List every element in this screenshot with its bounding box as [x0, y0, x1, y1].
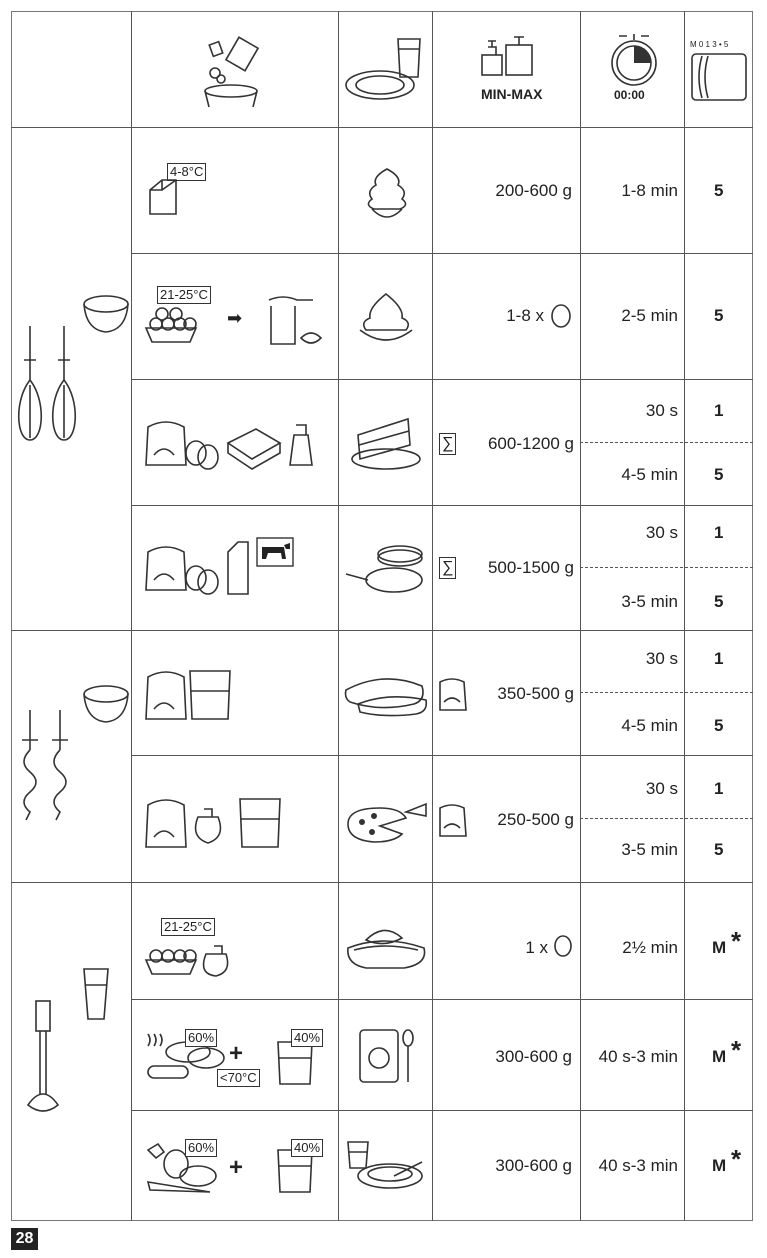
- amount-value: 600-1200 g: [487, 434, 574, 453]
- time-value-step-1: 30 s: [645, 401, 678, 420]
- speed-value: 5: [714, 306, 724, 325]
- amount-value: 500-1500 g: [487, 558, 574, 577]
- flour-bag-small-icon: [438, 802, 468, 838]
- speed-value: M: [712, 938, 727, 957]
- temperature-box: 4-8°C: [167, 163, 206, 181]
- pizza-icon: [344, 800, 430, 844]
- temperature-box: 21-25°C: [161, 918, 215, 936]
- grid-line: [580, 11, 581, 1221]
- egg-icon: [553, 934, 573, 958]
- weight-label: MIN-MAX: [481, 86, 543, 102]
- flour-water-icon: [144, 665, 236, 725]
- beaten-egg-whites-icon: [356, 290, 416, 346]
- grid-line: [131, 253, 753, 254]
- temperature-box: <70°C: [217, 1069, 260, 1087]
- dough-hooks-icon: [16, 680, 126, 830]
- amount-value: 1-8 x: [506, 306, 544, 325]
- speed-value-step-1: 1: [714, 649, 724, 668]
- temperature-box: 21-25°C: [157, 286, 211, 304]
- cow-icon: [256, 537, 294, 567]
- hand-blender-icon: [20, 965, 120, 1125]
- bread-loaves-icon: [344, 670, 428, 716]
- soup-bowl-glass-icon: [344, 1138, 428, 1194]
- time-value-step-2: 4-5 min: [621, 465, 678, 484]
- amount-value: 300-600 g: [495, 1156, 572, 1175]
- grid-line: [11, 630, 753, 631]
- grid-line: [131, 505, 753, 506]
- speed-value-step-2: 5: [714, 840, 724, 859]
- layer-cake-icon: [348, 415, 424, 471]
- time-value-step-2: 4-5 min: [621, 716, 678, 735]
- time-value: 40 s-3 min: [598, 1047, 678, 1066]
- time-value: 2½ min: [622, 938, 678, 957]
- speed-dial-icon: [690, 52, 748, 102]
- grid-line: [338, 11, 339, 1221]
- amount-value: 350-500 g: [497, 684, 574, 703]
- hotdog-mayo-icon: [344, 918, 428, 974]
- speed-value-step-2: 5: [714, 465, 724, 484]
- eggs-and-oil-icon: [144, 938, 244, 978]
- grid-line: [131, 999, 753, 1000]
- speed-value-step-1: 1: [714, 523, 724, 542]
- whipped-cream-icon: [362, 165, 412, 225]
- grid-line: [131, 1110, 753, 1111]
- plus-sign: +: [229, 1040, 244, 1067]
- percentage-box: 60%: [185, 1139, 217, 1157]
- timer-label: 00:00: [614, 88, 645, 102]
- flour-eggs-butter-sugar-icon: [144, 415, 324, 473]
- plate-and-glass-icon: [344, 35, 429, 105]
- flour-eggs-milk-icon: [144, 540, 254, 598]
- time-value-step-1: 30 s: [645, 523, 678, 542]
- speed-value: M: [712, 1047, 727, 1066]
- arrow-icon: ➡: [227, 308, 243, 328]
- speed-value-step-2: 5: [714, 716, 724, 735]
- dashed-separator: [580, 818, 753, 819]
- grid-line: [131, 755, 753, 756]
- speed-value-step-1: 1: [714, 779, 724, 798]
- speed-scale-label: M 0 1 3 • 5: [690, 40, 729, 49]
- sum-symbol: ∑: [439, 557, 456, 579]
- amount-value: 300-600 g: [495, 1047, 572, 1066]
- asterisk-note: *: [731, 1144, 742, 1174]
- baby-food-jar-icon: [356, 1024, 416, 1086]
- grid-line: [432, 11, 433, 1221]
- grid-line: [11, 882, 753, 883]
- speed-value: M: [712, 1156, 727, 1175]
- flour-oil-water-icon: [144, 793, 284, 853]
- egg-icon: [551, 304, 571, 328]
- scale-weights-icon: [478, 33, 538, 81]
- grid-line: [131, 11, 132, 1221]
- timer-icon: [607, 30, 661, 86]
- milk-carton-icon: [146, 176, 180, 218]
- percentage-box: 60%: [185, 1029, 217, 1047]
- amount-value: 250-500 g: [497, 810, 574, 829]
- page-number: 28: [11, 1228, 38, 1250]
- dashed-separator: [580, 442, 753, 443]
- amount-value: 1 x: [525, 938, 548, 957]
- speed-value-step-1: 1: [714, 401, 724, 420]
- time-value-step-2: 3-5 min: [621, 592, 678, 611]
- egg-carton-icon: [144, 306, 200, 346]
- speed-value: 5: [714, 181, 724, 200]
- flour-bag-small-icon: [438, 676, 468, 712]
- asterisk-note: *: [731, 1035, 742, 1065]
- ingredients-pouring-icon: [195, 35, 265, 105]
- pancakes-pan-icon: [344, 540, 428, 598]
- time-value-step-1: 30 s: [645, 649, 678, 668]
- grid-line: [131, 379, 753, 380]
- percentage-box: 40%: [291, 1029, 323, 1047]
- grid-line: [684, 11, 685, 1221]
- speed-value-step-2: 5: [714, 592, 724, 611]
- percentage-box: 40%: [291, 1139, 323, 1157]
- time-value-step-1: 30 s: [645, 779, 678, 798]
- time-value: 1-8 min: [621, 181, 678, 200]
- dashed-separator: [580, 692, 753, 693]
- grid-line: [11, 127, 753, 128]
- plus-sign: +: [229, 1154, 244, 1181]
- time-value-step-2: 3-5 min: [621, 840, 678, 859]
- time-value: 40 s-3 min: [598, 1156, 678, 1175]
- egg-separator-icon: [265, 292, 335, 352]
- time-value: 2-5 min: [621, 306, 678, 325]
- asterisk-note: *: [731, 926, 742, 956]
- whisk-beaters-icon: [16, 290, 126, 450]
- amount-value: 200-600 g: [495, 181, 572, 200]
- sum-symbol: ∑: [439, 433, 456, 455]
- dashed-separator: [580, 567, 753, 568]
